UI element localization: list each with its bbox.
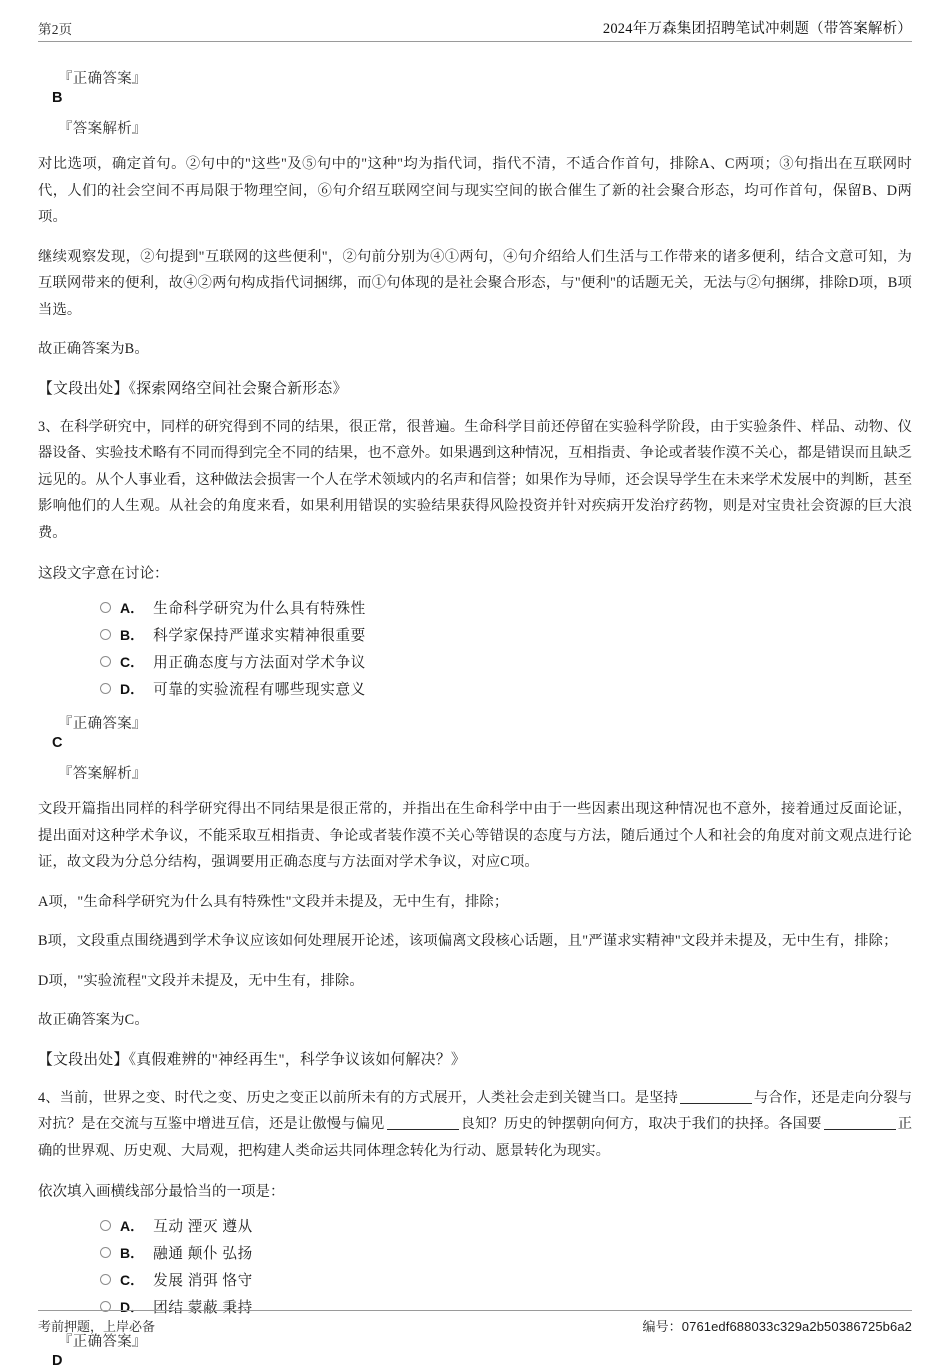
q3-conclusion: 故正确答案为C。	[38, 1007, 912, 1034]
q3-option-a-text: 生命科学研究为什么具有特殊性	[153, 597, 366, 618]
source-title-q2: 《探索网络空间社会聚合新形态》	[129, 381, 348, 397]
q3-source-line	[38, 1048, 912, 1069]
q4-stem-part-2: 与合作，还是走向分裂与对抗？是在交流与互鉴中增进互信，还是让傲慢与偏见	[38, 1090, 912, 1133]
source-title-q3: 《真假难辨的"神经再生"，科学争议该如何解决？》	[129, 1052, 466, 1068]
question-3	[38, 414, 912, 1069]
q4-options	[100, 1213, 912, 1319]
q3-options	[100, 595, 912, 701]
correct-answer-value-q3: C	[52, 735, 912, 751]
radio-icon[interactable]	[100, 1274, 111, 1285]
q3-option-d-key: D．	[120, 679, 144, 699]
source-label-q3: 【文段出处】	[38, 1052, 129, 1068]
q3-option-d-text: 可靠的实验流程有哪些现实意义	[153, 678, 366, 699]
q2-source-line	[38, 377, 912, 398]
blank-underline-2	[387, 1129, 459, 1130]
radio-icon[interactable]	[100, 629, 111, 640]
q3-option-a[interactable]	[100, 595, 912, 620]
q3-analysis-option-d: D项，"实验流程"文段并未提及，无中生有，排除。	[38, 968, 912, 995]
q4-stem-part-4: 正确的世界观、历史观、大局观，把构建人类命运共同体理念转化为行动、愿景转化为现实。	[38, 1116, 912, 1159]
correct-answer-label-q3: 『正确答案』	[58, 712, 912, 733]
running-header	[38, 8, 912, 42]
footer-slogan: 考前押题，上岸必备	[38, 1316, 155, 1335]
radio-icon[interactable]	[100, 683, 111, 694]
footer-code-value: 0761edf688033c329a2b50386725b6a2	[682, 1319, 912, 1334]
q3-stem: 3、在科学研究中，同样的研究得到不同的结果，很正常，很普遍。生命科学目前还停留在实验科学阶段，由于实验条件、样品、动物、仪器设备、实验技术略有不同而得到完全不同的结果，也不意外。如果遇到这种情况，互相指责、争论或者装作漠不关心，都是错误而且缺乏远见的。从个人事业看，这种做法会损害一个人在学术领域内的名声和信誉；如果作为导师，还会误导学生在未来学术发展中的判断，甚至影响他们的人生观。从社会的角度来看，如果利用错误的实验结果获得风险投资并针对疾病开发治疗药物，则是对宝贵社会资源的巨大浪费。	[38, 414, 912, 547]
q3-option-c-text: 用正确态度与方法面对学术争议	[153, 651, 366, 672]
radio-icon[interactable]	[100, 1220, 111, 1231]
q4-option-d-text: 团结 蒙蔽 秉持	[153, 1296, 253, 1317]
running-footer	[38, 1310, 912, 1335]
page-number-label: 第2页	[38, 18, 72, 38]
q3-option-a-key: A．	[120, 598, 144, 618]
radio-icon[interactable]	[100, 602, 111, 613]
q4-option-c-text: 发展 消弭 恪守	[153, 1269, 253, 1290]
correct-answer-label-q2: 『正确答案』	[58, 67, 912, 88]
q2-analysis-paragraph-2: 继续观察发现，②句提到"互联网的这些便利"，②句前分别为④①两句，④句介绍给人们生活与工作带来的诸多便利，结合文意可知，为互联网带来的便利，故④②两句构成指代词捆绑，而①句体现的是社会聚合形态，与"便利"的话题无关，无法与②句捆绑，排除D项，B项当选。	[38, 244, 912, 324]
document-title: 2024年万森集团招聘笔试冲刺题（带答案解析）	[603, 17, 912, 38]
footer-code-group	[642, 1316, 912, 1335]
q4-stem-part-1: 4、当前，世界之变、时代之变、历史之变正以前所未有的方式展开，人类社会走到关键当口。是坚持	[38, 1090, 678, 1106]
correct-answer-label-q4: 『正确答案』	[58, 1330, 912, 1351]
q4-option-a-text: 互动 湮灭 遵从	[153, 1215, 253, 1236]
q4-option-d-key: D．	[120, 1297, 144, 1317]
answer-analysis-label-q2: 『答案解析』	[58, 117, 912, 138]
q4-option-b-text: 融通 颠仆 弘扬	[153, 1242, 253, 1263]
q4-stem	[38, 1085, 912, 1165]
document-page	[0, 8, 950, 1353]
q4-option-a[interactable]	[100, 1213, 912, 1238]
q3-option-d[interactable]	[100, 676, 912, 701]
q4-option-a-key: A．	[120, 1216, 144, 1236]
radio-icon[interactable]	[100, 1247, 111, 1258]
q3-option-b[interactable]	[100, 622, 912, 647]
q2-conclusion: 故正确答案为B。	[38, 336, 912, 363]
document-content	[38, 42, 912, 1369]
question-2-answer-block	[38, 67, 912, 398]
correct-answer-value-q4: D	[52, 1353, 912, 1369]
footer-code-label: 编号：	[642, 1319, 681, 1334]
q4-stem-part-3: 良知？历史的钟摆朝向何方，取决于我们的抉择。各国要	[461, 1116, 822, 1132]
blank-underline-3	[824, 1129, 896, 1130]
q3-analysis-option-a: A项，"生命科学研究为什么具有特殊性"文段并未提及，无中生有，排除；	[38, 889, 912, 916]
source-label-q2: 【文段出处】	[38, 381, 129, 397]
q3-option-b-key: B．	[120, 625, 144, 645]
answer-analysis-label-q3: 『答案解析』	[58, 762, 912, 783]
correct-answer-value-q2: B	[52, 90, 912, 106]
q3-option-c-key: C．	[120, 652, 144, 672]
q3-option-c[interactable]	[100, 649, 912, 674]
blank-underline-1	[680, 1103, 752, 1104]
q4-option-b-key: B．	[120, 1243, 144, 1263]
q4-prompt: 依次填入画横线部分最恰当的一项是：	[38, 1180, 912, 1201]
q4-option-c[interactable]	[100, 1267, 912, 1292]
q3-option-b-text: 科学家保持严谨求实精神很重要	[153, 624, 366, 645]
q3-prompt: 这段文字意在讨论：	[38, 562, 912, 583]
q4-option-c-key: C．	[120, 1270, 144, 1290]
q3-analysis-main: 文段开篇指出同样的科学研究得出不同结果是很正常的，并指出在生命科学中由于一些因素出现这种情况也不意外，接着通过反面论证，提出面对这种学术争议，不能采取互相指责、争论或者装作漠不关心等错误的态度与方法，随后通过个人和社会的角度对前文观点进行论证，故文段为分总分结构，强调要用正确态度与方法面对学术争议，对应C项。	[38, 796, 912, 876]
radio-icon[interactable]	[100, 656, 111, 667]
q3-analysis-option-b: B项，文段重点围绕遇到学术争议应该如何处理展开论述，该项偏离文段核心话题，且"严谨求实精神"文段并未提及，无中生有，排除；	[38, 928, 912, 955]
q4-option-b[interactable]	[100, 1240, 912, 1265]
q2-analysis-paragraph-1: 对比选项，确定首句。②句中的"这些"及⑤句中的"这种"均为指代词，指代不清，不适合作首句，排除A、C两项；③句指出在互联网时代，人们的社会空间不再局限于物理空间，⑥句介绍互联网空间与现实空间的嵌合催生了新的社会聚合形态，均可作首句，保留B、D两项。	[38, 151, 912, 231]
